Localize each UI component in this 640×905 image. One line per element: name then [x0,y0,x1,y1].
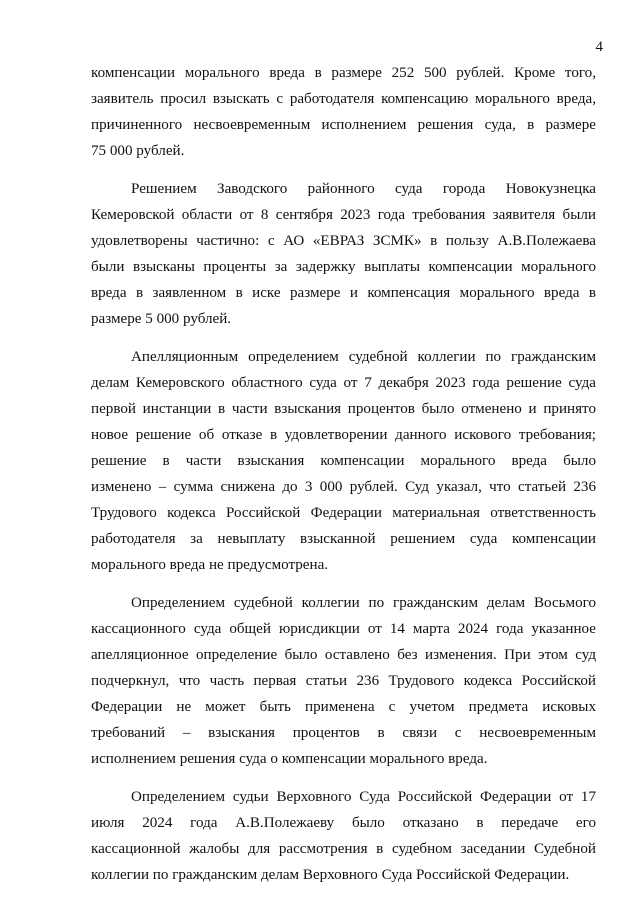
text-line: подчеркнул, что часть первая статьи 236 Трудового кодекса Российской [91,673,596,689]
text-line: Определением судебной коллегии по гражданским делам Восьмого [131,595,596,611]
text-line: Апелляционным определением судебной коллегии по гражданским [131,349,596,365]
text-line: морального вреда не предусмотрена. [91,557,329,573]
text-line: кассационной жалобы для рассмотрения в судебном заседании Судебной [91,841,596,857]
text-line: Кемеровской области от 8 сентября 2023 года требования заявителя были [91,207,596,223]
page-number: 4 [595,39,603,55]
text-line: причиненного несвоевременным исполнением решения суда, в размере [91,117,596,133]
paragraph-4 [91,590,596,772]
text-line: вреда в заявленном в иске размере и компенсация морального вреда в [91,285,596,301]
text-line: размере 5 000 рублей. [91,311,232,327]
text-line: 75 000 рублей. [91,143,185,159]
text-line: Трудового кодекса Российской Федерации материальная ответственность [91,505,596,521]
text-line: работодателя за невыплату взысканной решением суда компенсации [91,531,596,547]
text-line: коллегии по гражданским делам Верховного Суда Российской Федерации. [91,867,570,883]
text-line: заявитель просил взыскать с работодателя компенсацию морального вреда, [91,91,596,107]
text-line: Определением судьи Верховного Суда Российской Федерации от 17 [131,789,596,805]
text-line: решение в части взыскания компенсации морального вреда было [91,453,596,469]
text-line: требований – взыскания процентов в связи с несвоевременным [91,725,596,741]
text-line: Федерации не может быть применена с учетом предмета исковых [91,699,596,715]
document-body [91,60,596,888]
text-line: компенсации морального вреда в размере 252 500 рублей. Кроме того, [91,65,596,81]
text-line: делам Кемеровского областного суда от 7 декабря 2023 года решение суда [91,375,596,391]
paragraph-3 [91,344,596,578]
text-line: Решением Заводского районного суда города Новокузнецка [131,181,596,197]
text-line: изменено – сумма снижена до 3 000 рублей. Суд указал, что статьей 236 [91,479,596,495]
text-line: удовлетворены частично: с АО «ЕВРАЗ ЗСМК» в пользу А.В.Полежаева [91,233,596,249]
text-line: июля 2024 года А.В.Полежаеву было отказано в передаче его [91,815,596,831]
text-line: апелляционное определение было оставлено без изменения. При этом суд [91,647,596,663]
text-line: исполнением решения суда о компенсации морального вреда. [91,751,488,767]
text-line: новое решение об отказе в удовлетворении данного искового требования; [91,427,596,443]
paragraph-1 [91,60,596,164]
text-line: первой инстанции в части взыскания процентов было отменено и принято [91,401,596,417]
text-line: кассационного суда общей юрисдикции от 14 марта 2024 года указанное [91,621,596,637]
paragraph-5 [91,784,596,888]
text-line: были взысканы проценты за задержку выплаты компенсации морального [91,259,596,275]
paragraph-2 [91,176,596,332]
